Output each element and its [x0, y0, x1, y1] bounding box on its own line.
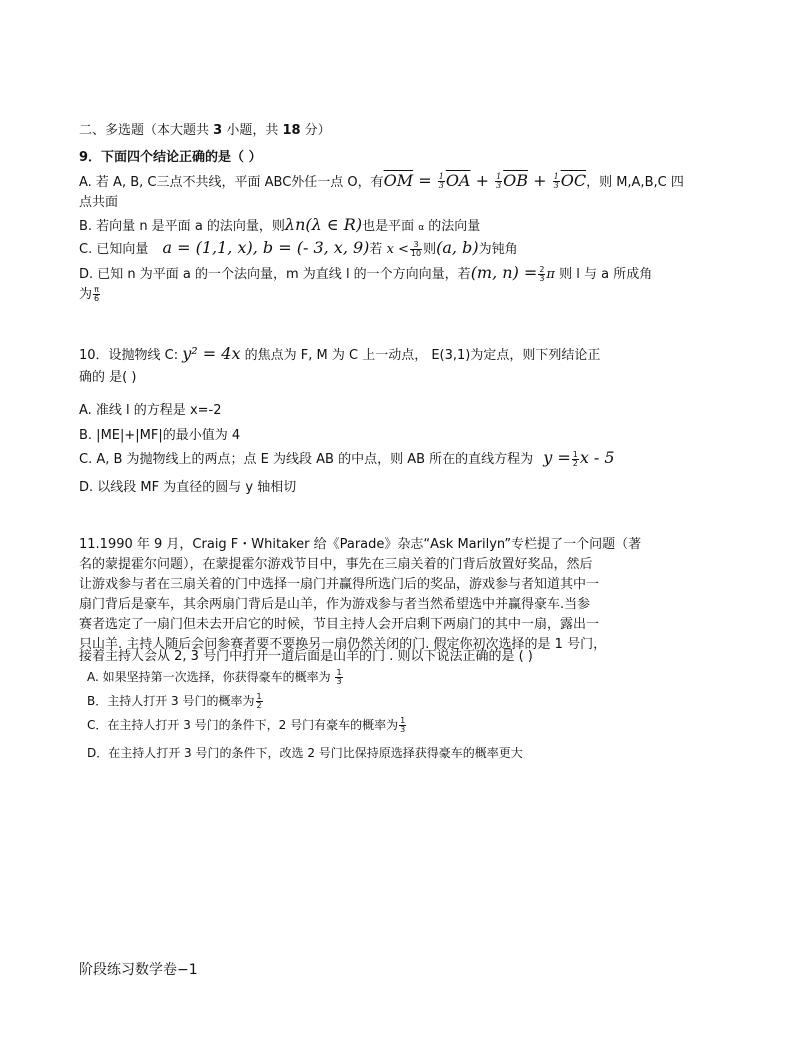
question-10-option-d: D. 以线段 MF 为直径的圆与 y 轴相切 [79, 480, 297, 495]
question-9-option-c: C. 已知向量 a = (1,1, x), b = (- 3, x, 9)若 x < $\frac{3}{10}$ 则(a, b)为钝角 [79, 238, 518, 258]
question-10-option-a: A. 准线 l 的方程是 x=-2 [79, 403, 222, 418]
question-11-line-2: 名的蒙提霍尔问题），在蒙提霍尔游戏节目中，事先在三扇关着的门背后放置好奖品，然后 [79, 557, 593, 572]
question-11-option-b: B．主持人打开 3 号门的概率为 $\frac{1}{2}$ [87, 692, 262, 710]
question-11-line-3: 让游戏参与者在三扇关着的门中选择一扇门并赢得所选门后的奖品，游戏参与者知道其中一 [79, 577, 600, 592]
question-11-line-1: 11.1990 年 9 月，Craig F・Whitaker 给《Parade》杂志“Ask Marilyn”专栏提了一个问题（著 [79, 537, 642, 552]
question-11-option-a: A. 如果坚持第一次选择，你获得豪车的概率为 $\frac{1}{3}$ [87, 668, 342, 686]
question-10-option-c: C. A, B 为抛物线上的两点；点 E 为线段 AB 的中点，则 AB 所在的直线方程为 y = $\frac{1}{2}$ x - 5 [79, 448, 615, 468]
question-9-option-b: B. 若向量 n 是平面 a 的法向量，则λn(λ ∈ R)也是平面 α 的法向量 [79, 215, 481, 234]
question-11-line-5: 赛者选定了一扇门但未去开启它的时候，节目主持人会开启剩下两扇门的其中一扇，露出一 [79, 617, 600, 632]
question-11-line-6: 只山羊. 主持人随后会问参赛者要不要换另一扇仍然关闭的门. 假定你初次选择的是 1 号门， [79, 637, 607, 652]
question-9-option-d: D. 已知 n 为平面 a 的一个法向量，m 为直线 l 的一个方向向量，若(m, n) = $\frac{2}{3}$ π 则 l 与 a 所成角 [79, 263, 653, 283]
question-10-option-b: B. |ME|+|MF|的最小值为 4 [79, 428, 241, 443]
section-header: 二、多选题（本大题共 3 小题，共 18 分） [79, 123, 331, 138]
question-9-option-d-cont: 为 $\frac{\pi}{6}$ [79, 285, 100, 303]
question-9-option-a: A. 若 A, B, C三点不共线，平面 ABC外任一点 O，有$\overline{OM}$ = $\frac{1}{3}$ $\overline{OA}$ + $\frac{1}{3}$ $\overline{OB}$ + $\frac{1}{3}$ $\overline{OC}$，则 M,A,B,C 四 [79, 171, 684, 190]
page-footer: 阶段练习数学卷−1 [79, 962, 198, 978]
question-11-line-7: 接着主持人会从 2, 3 号门中打开一道后面是山羊的门 . 则以下说法正确的是 ( ) [79, 649, 533, 664]
question-10-stem: 10．设抛物线 C: y² = 4x 的焦点为 F, M 为 C 上一动点， E(3,1)为定点，则下列结论正 [79, 344, 601, 363]
question-11-option-c: C．在主持人打开 3 号门的条件下，2 号门有豪车的概率为 $\frac{1}{3}$ [87, 716, 406, 734]
question-9-option-a-cont: 点共面 [79, 195, 119, 210]
question-10-stem-cont: 确的 是( ) [79, 370, 137, 385]
question-9-stem: 9．下面四个结论正确的是（ ） [79, 150, 262, 165]
question-11-option-d: D．在主持人打开 3 号门的条件下，改选 2 号门比保持原选择获得豪车的概率更大 [87, 746, 523, 760]
question-11-line-4: 扇门背后是豪车，其余两扇门背后是山羊，作为游戏参与者当然希望选中并赢得豪车.当参 [79, 597, 591, 612]
